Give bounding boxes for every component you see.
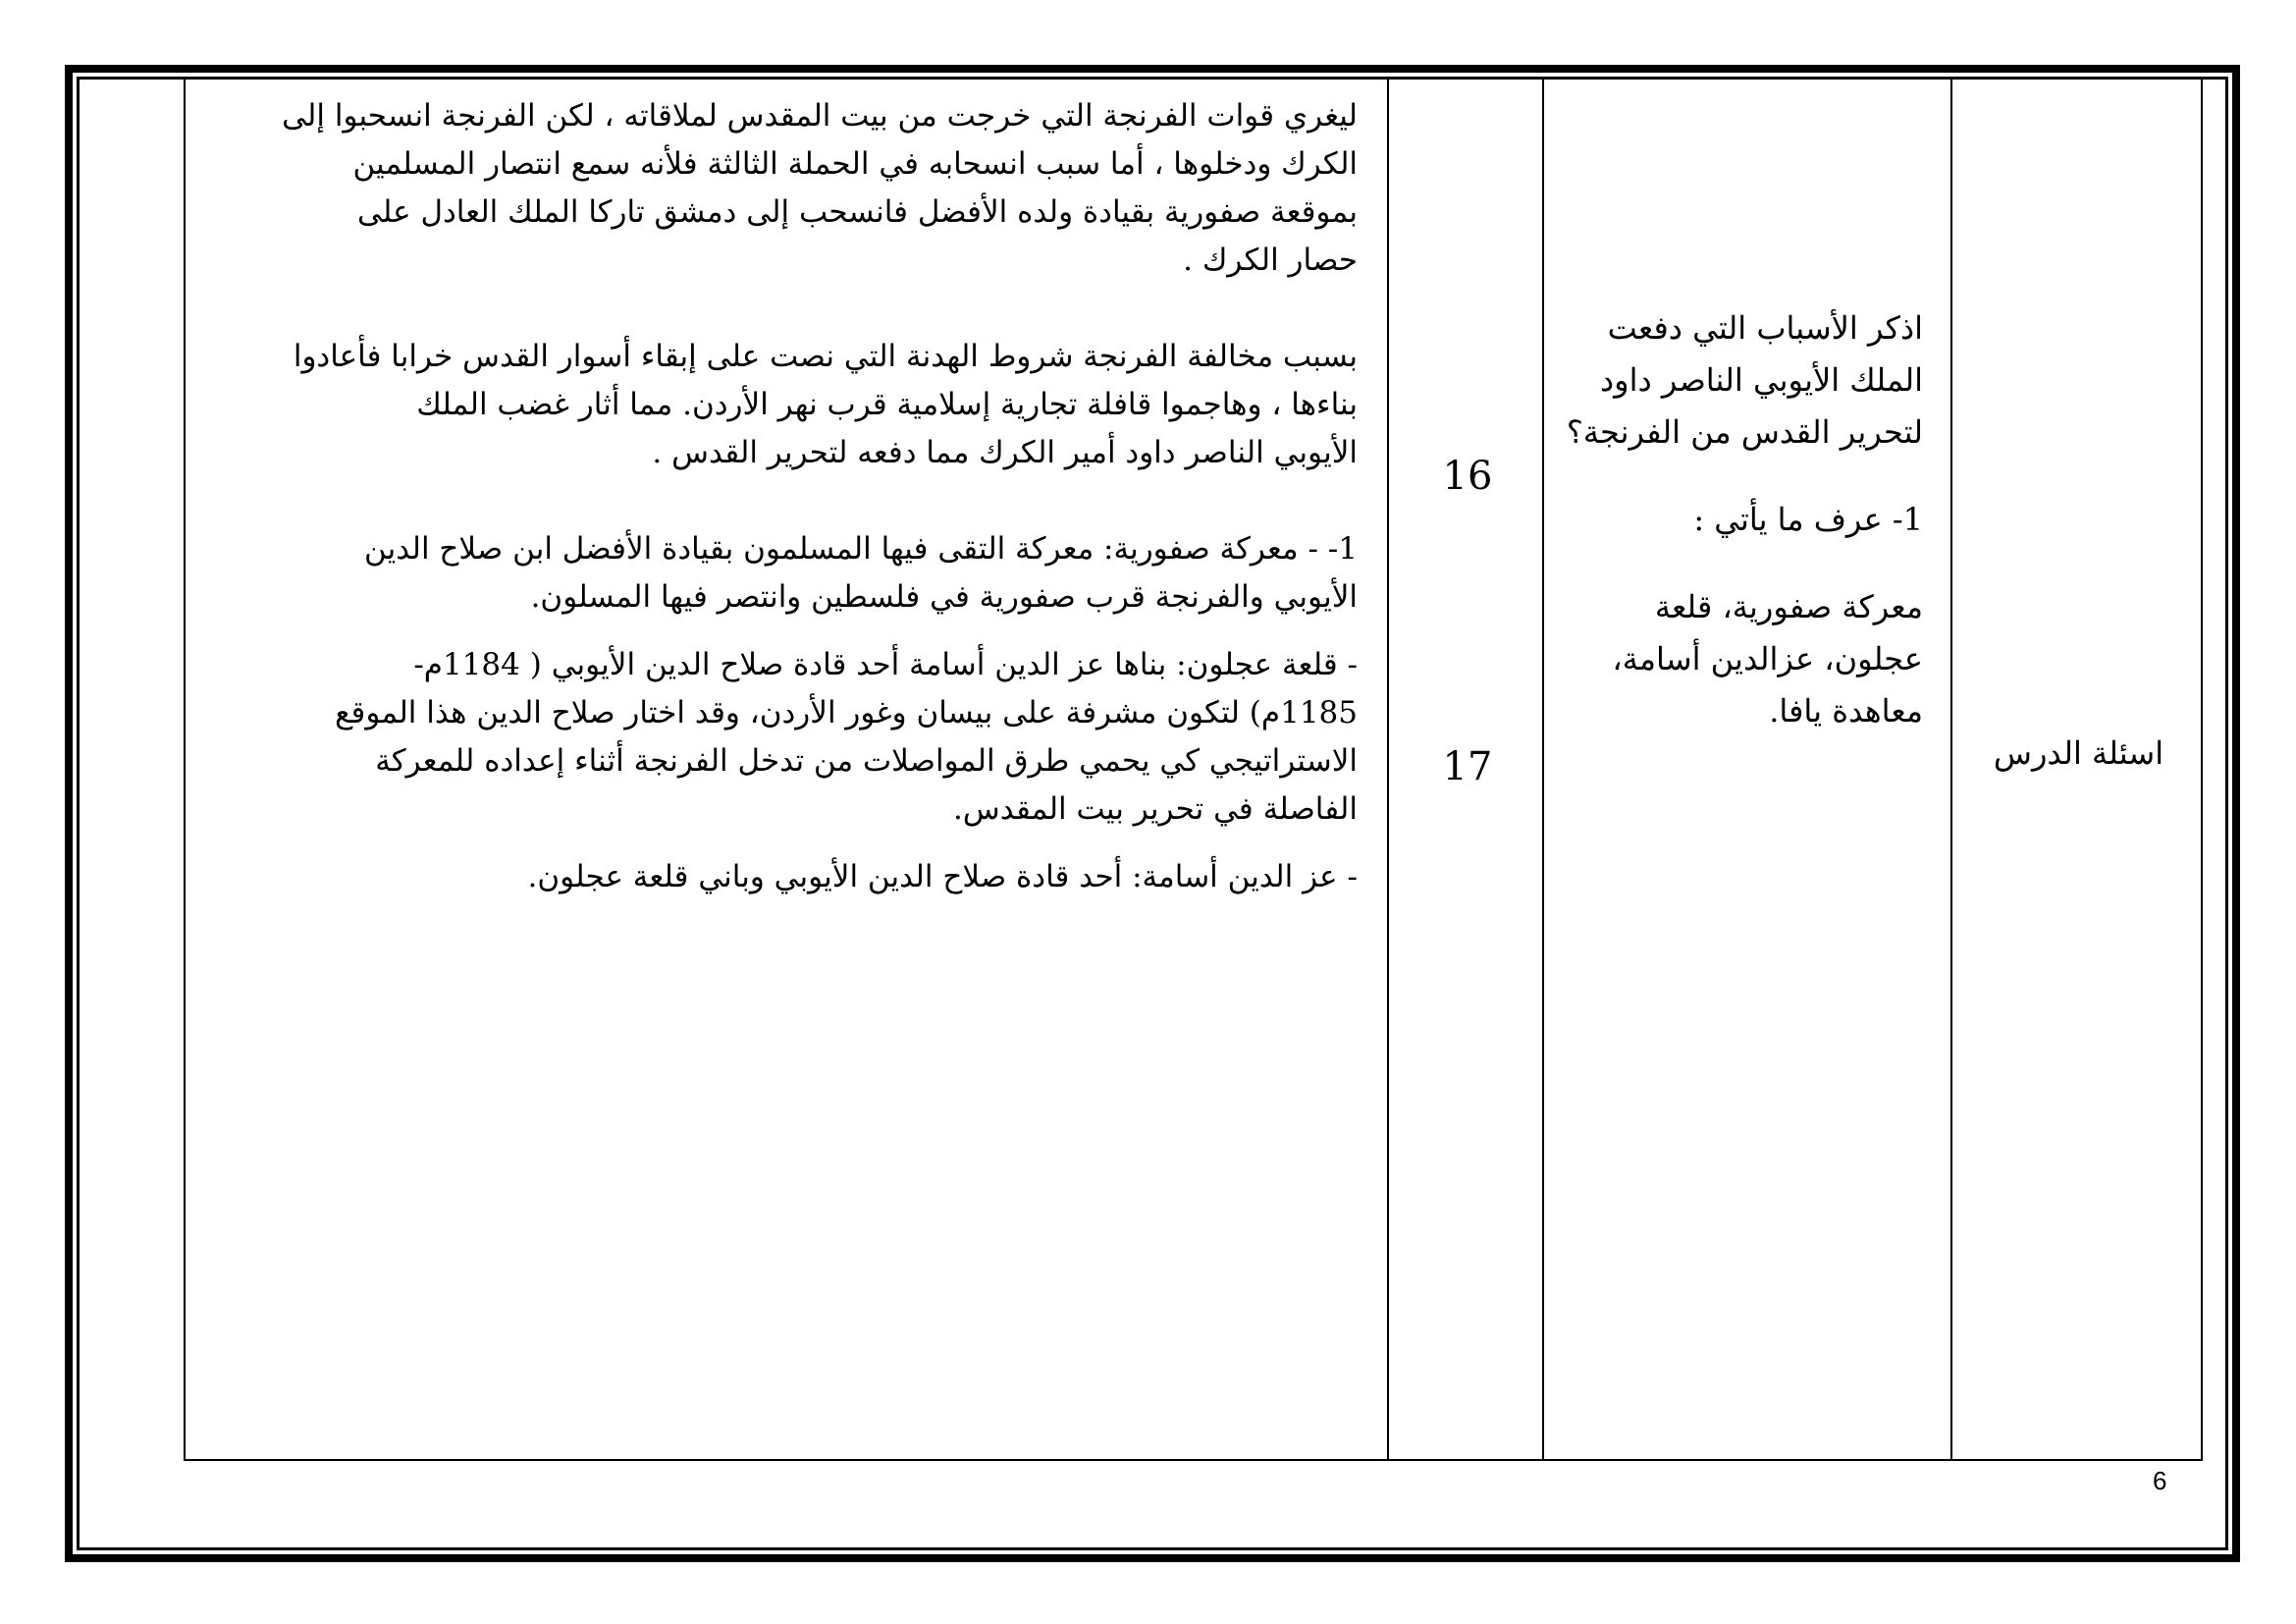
answer-line: - قلعة عجلون: بناها عز الدين أسامة أحد قادة صلاح الدين الأيوبي ( 1184م-: [413, 647, 1358, 682]
answer-line: 1185م) لتكون مشرفة على بيسان وغور الأردن، وقد اختار صلاح الدين هذا الموقع: [335, 695, 1358, 731]
page-reference-17: 17: [1442, 744, 1493, 789]
question-line: اذكر الأسباب التي دفعت: [1607, 309, 1923, 347]
question-line: لتحرير القدس من الفرنجة؟: [1566, 413, 1923, 451]
lesson-table: [184, 77, 2203, 1461]
section-label: اسئلة الدرس: [1993, 734, 2164, 772]
question-line: 1- عرف ما يأتي :: [1693, 501, 1923, 538]
answer-line: الكرك ودخلوها ، أما سبب انسحابه في الحملة الثالثة فلأنه سمع انتصار المسلمين: [352, 146, 1358, 182]
page-reference-16: 16: [1442, 454, 1493, 499]
answer-line: ليغري قوات الفرنجة التي خرجت من بيت المقدس لملاقاته ، لكن الفرنجة انسحبوا إلى: [282, 98, 1358, 134]
question-line: معاهدة يافا.: [1769, 692, 1923, 730]
answer-line: بسبب مخالفة الفرنجة شروط الهدنة التي نصت على إبقاء أسوار القدس خرابا فأعادوا: [293, 339, 1358, 374]
question-cell: [1548, 302, 1941, 737]
answer-line: الأيوبي والفرنجة قرب صفورية في فلسطين وانتصر فيها المسلون.: [530, 579, 1358, 615]
answer-line: بموقعة صفورية بقيادة ولده الأفضل فانسحب إلى دمشق تاركا الملك العادل على: [357, 194, 1358, 230]
answer-line: الاستراتيجي كي يحمي طرق المواصلات من تدخل الفرنجة أثناء إعداده للمعركة: [375, 743, 1358, 779]
answer-line: الفاصلة في تحرير بيت المقدس.: [953, 791, 1358, 827]
answer-line: حصار الكرك .: [1183, 243, 1358, 278]
answer-line: - عز الدين أسامة: أحد قادة صلاح الدين الأيوبي وباني قلعة عجلون.: [527, 859, 1358, 894]
question-line: عجلون، عزالدين أسامة،: [1612, 640, 1923, 677]
question-line: الملك الأيوبي الناصر داود: [1599, 361, 1923, 399]
page-number: 6: [2153, 1466, 2167, 1495]
answers-cell: [186, 92, 1377, 901]
question-line: معركة صفورية، قلعة: [1654, 588, 1923, 625]
answer-line: 1- - معركة صفورية: معركة التقى فيها المسلمون بقيادة الأفضل ابن صلاح الدين: [364, 531, 1358, 567]
answer-line: بناءها ، وهاجموا قافلة تجارية إسلامية قرب نهر الأردن. مما أثار غضب الملك: [416, 387, 1358, 422]
answer-line: الأيوبي الناصر داود أمير الكرك مما دفعه لتحرير القدس .: [652, 435, 1358, 470]
